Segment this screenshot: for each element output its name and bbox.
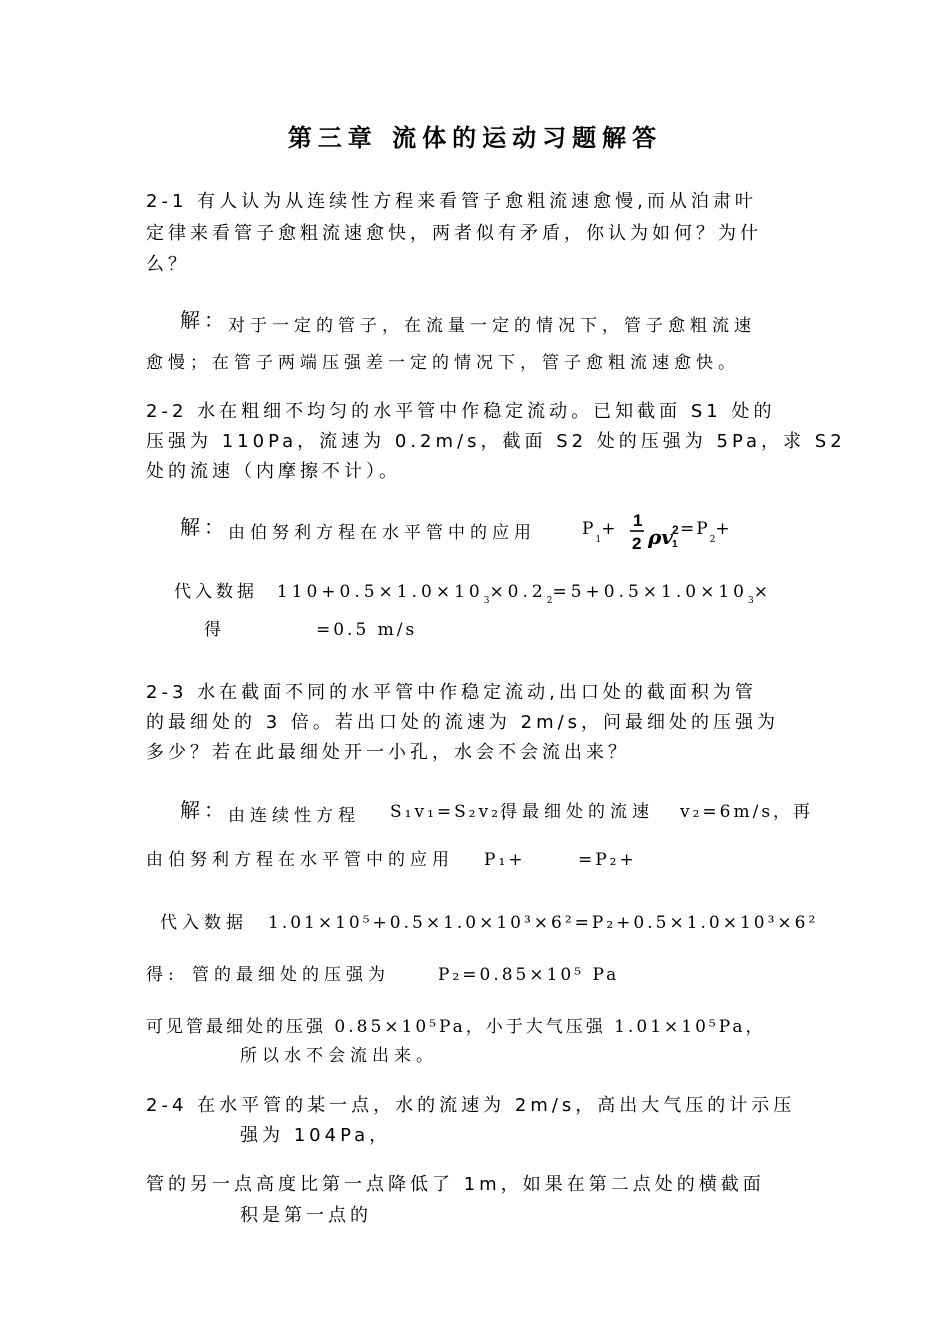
answer-label: 解： [180, 515, 228, 539]
substitution-expr: 110+0.5×1.0×10 [276, 582, 484, 602]
question-2-1-line-3: 么？ [146, 254, 190, 275]
question-2-4-line-3: 管的另一点高度比第一点降低了 1m，如果在第二点处的横截面 [146, 1174, 765, 1195]
result-text-2-3: 管的最细处的压强为 [192, 965, 390, 985]
continuity-equation: S₁v₁=S₂v₂， [390, 802, 522, 822]
answer-2-3-line-1 [180, 794, 360, 826]
page-title: 第三章 流体的运动习题解答 [287, 124, 663, 152]
bernoulli-right: =P₂+ [578, 850, 637, 870]
result-label-2-3: 得: [146, 965, 179, 985]
formula-left [582, 515, 617, 554]
answer-label: 解： [180, 798, 228, 822]
question-2-1-line-1: 2-1 有人认为从连续性方程来看管子愈粗流速愈慢,而从泊肃叶 [146, 191, 757, 212]
svg-text:2: 2 [672, 523, 679, 537]
svg-text:1: 1 [633, 511, 643, 530]
question-2-2-line-2: 压强为 110Pa，流速为 0.2m/s，截面 S2 处的压强为 5Pa，求 S2 [146, 431, 846, 452]
result-value-2-2: =0.5 m/s [316, 620, 418, 640]
formula-plus: + [601, 519, 618, 539]
answer-text: 对于一定的管子，在流量一定的情况下，管子愈粗流速 [228, 316, 756, 336]
substitution-expr: × [753, 582, 772, 602]
velocity-v2: v₂=6m/s，再 [680, 802, 814, 822]
answer-2-1-line-1 [180, 304, 756, 336]
svg-text:ρv: ρv [648, 525, 673, 549]
bernoulli-left: P₁+ [484, 850, 526, 870]
answer-2-2-line-1 [180, 511, 536, 543]
question-2-3-line-3: 多少？若在此最细处开一小孔，水会不会流出来？ [146, 742, 630, 763]
question-2-3-line-1: 2-3 水在截面不同的水平管中作稳定流动,出口处的截面积为管 [146, 682, 757, 703]
formula-right [680, 515, 732, 554]
question-2-4-line-4: 积是第一点的 [240, 1205, 372, 1226]
question-2-2-line-3: 处的流速（内摩擦不计）。 [146, 461, 401, 482]
question-2-4-line-1: 2-4 在水平管的某一点，水的流速为 2m/s，高出大气压的计示压 [146, 1095, 796, 1116]
substitution-expr-2-3: 1.01×10⁵+0.5×1.0×10³×6²=P₂+0.5×1.0×10³×6² [268, 913, 819, 933]
substitution-expr: ×0.2 [489, 582, 547, 602]
substitution-label: 代入数据 [174, 582, 258, 602]
answer-text: 得最细处的流速 [500, 802, 654, 822]
svg-text:2: 2 [632, 534, 642, 553]
question-2-1-line-2: 定律来看管子愈粗流速愈快，两者似有矛盾，你认为如何？为什 [146, 223, 762, 244]
substitution-expr: =5+0.5×1.0×10 [552, 582, 748, 602]
result-label-2-2: 得 [204, 620, 226, 640]
substitution-label-2-3: 代入数据 [160, 913, 248, 933]
formula-eq: =P [680, 519, 710, 539]
formula-sub: 1 [595, 535, 602, 545]
bernoulli-text-2-3: 由伯努利方程在水平管中的应用 [146, 850, 454, 870]
conclusion-2-3-line-1: 可见管最细处的压强 0.85×10⁵Pa，小于大气压强 1.01×10⁵Pa， [146, 1017, 766, 1037]
conclusion-2-3-line-2: 所以水不会流出来。 [240, 1046, 438, 1066]
answer-text: 由连续性方程 [228, 806, 360, 826]
answer-text: 由伯努利方程在水平管中的应用 [228, 523, 536, 543]
exponent: 2 [546, 596, 553, 606]
question-2-2-line-1: 2-2 水在粗细不均匀的水平管中作稳定流动。已知截面 S1 处的 [146, 401, 776, 422]
question-2-4-line-2: 强为 104Pa， [240, 1125, 392, 1146]
answer-2-1-line-2: 愈慢；在管子两端压强差一定的情况下，管子愈粗流速愈快。 [146, 353, 740, 373]
formula-plus: + [715, 519, 732, 539]
formula-sub: 2 [709, 535, 716, 545]
formula-p: P [582, 519, 596, 539]
question-2-3-line-2: 的最细处的 3 倍。若出口处的流速为 2m/s，问最细处的压强为 [146, 712, 780, 733]
result-value-2-3: P₂=0.85×10⁵ Pa [438, 965, 620, 985]
svg-text:1: 1 [672, 539, 678, 550]
substitution-2-2 [174, 578, 772, 615]
exponent: 3 [747, 596, 754, 606]
exponent: 3 [483, 596, 490, 606]
answer-label: 解： [180, 308, 228, 332]
